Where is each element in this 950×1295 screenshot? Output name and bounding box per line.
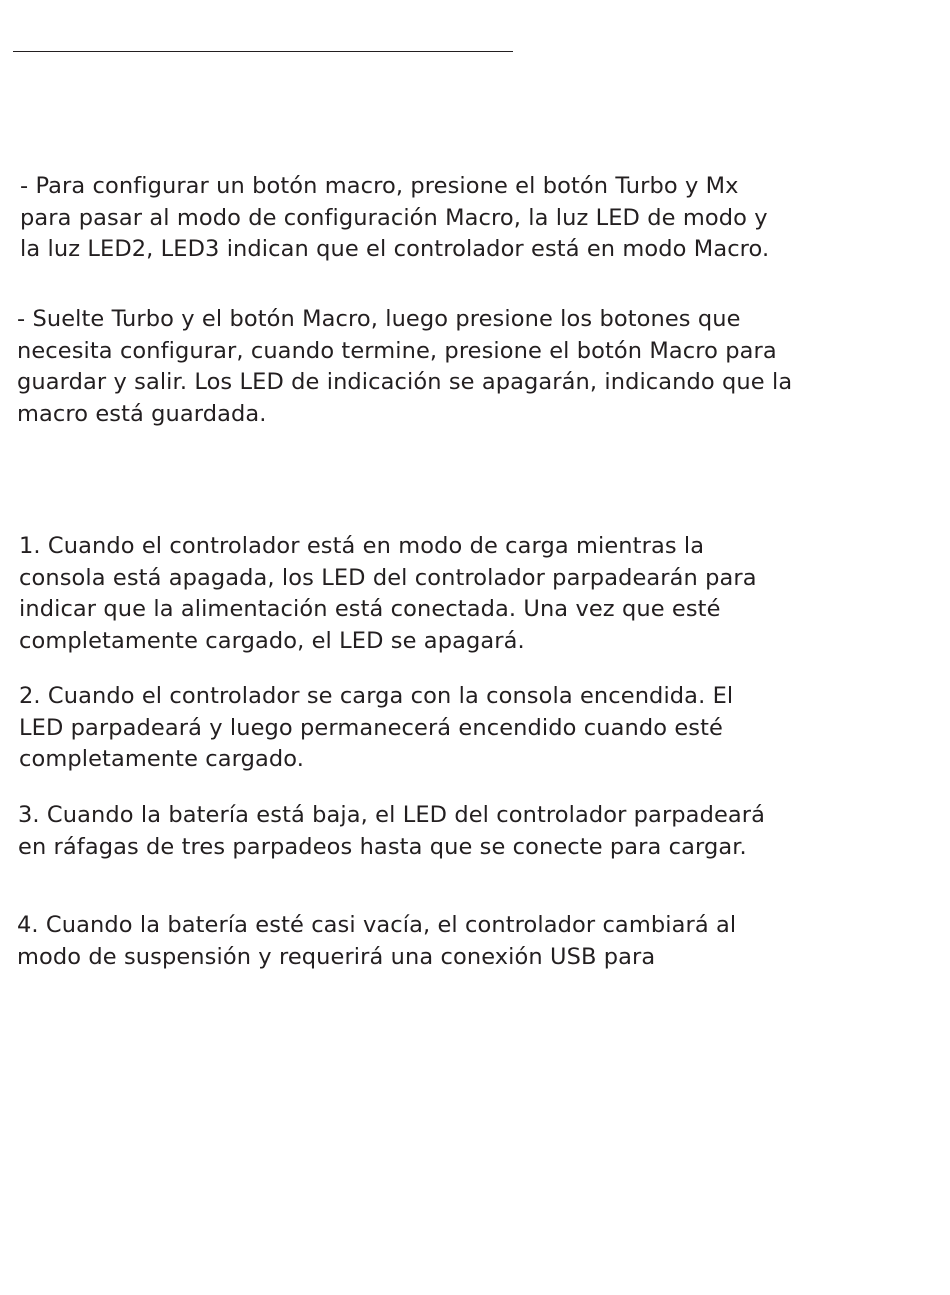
charging-item-4: [17, 910, 736, 973]
text-line: 4. Cuando la batería esté casi vacía, el controlador cambiará al: [17, 912, 737, 938]
text-line: - Suelte Turbo y el botón Macro, luego presione los botones que: [17, 306, 741, 332]
text-line: completamente cargado.: [19, 746, 304, 772]
text-line: LED parpadeará y luego permanecerá encendido cuando esté: [19, 714, 723, 741]
text-line: indicar que la alimentación está conectada. Una vez que esté: [19, 596, 721, 622]
text-line: necesita configurar, cuando termine, presione el botón Macro para: [17, 337, 777, 364]
charging-item-2: [19, 681, 733, 776]
text-line: guardar y salir. Los LED de indicación se apagarán, indicando que la: [17, 369, 793, 395]
top-divider: [13, 51, 513, 52]
text-line: completamente cargado, el LED se apagará.: [19, 627, 525, 654]
macro-save-paragraph: [17, 304, 792, 430]
charging-item-3: [18, 800, 765, 863]
text-line: modo de suspensión y requerirá una conexión USB para: [17, 943, 656, 970]
text-line: macro está guardada.: [17, 400, 267, 427]
text-line: - Para configurar un botón macro, presione el botón Turbo y Mx: [20, 173, 739, 199]
text-line: consola está apagada, los LED del controlador parpadearán para: [19, 564, 757, 591]
macro-setup-paragraph: [20, 171, 769, 266]
text-line: en ráfagas de tres parpadeos hasta que se conecte para cargar.: [18, 833, 747, 860]
text-line: 1. Cuando el controlador está en modo de carga mientras la: [19, 533, 705, 559]
charging-item-1: [19, 531, 757, 657]
text-line: 3. Cuando la batería está baja, el LED del controlador parpadeará: [18, 802, 766, 828]
text-line: para pasar al modo de configuración Macro, la luz LED de modo y: [20, 204, 768, 231]
text-line: la luz LED2, LED3 indican que el controlador está en modo Macro.: [20, 236, 770, 262]
text-line: 2. Cuando el controlador se carga con la consola encendida. El: [19, 683, 734, 709]
